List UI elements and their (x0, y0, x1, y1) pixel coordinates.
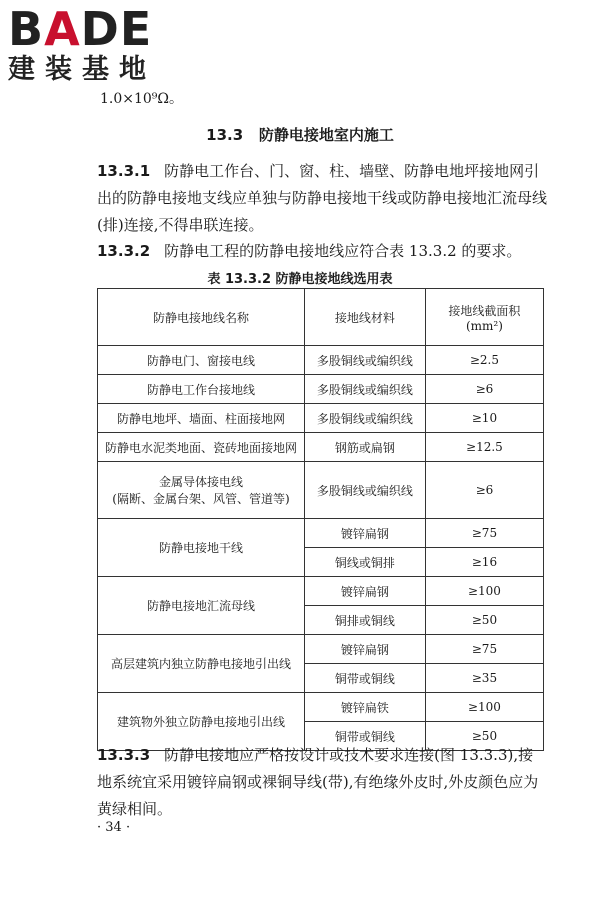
grounding-wire-table (97, 288, 544, 751)
cell-area: ≥100 (425, 693, 543, 722)
cell-area: ≥16 (425, 548, 543, 577)
cell-material: 镀锌扁钢 (304, 577, 425, 606)
watermark-logo (8, 4, 178, 86)
cell-material: 铜排或铜线 (304, 606, 425, 635)
table-row (98, 462, 544, 519)
table-row (98, 519, 544, 548)
cell-name: 防静电门、窗接电线 (98, 346, 305, 375)
table-caption: 表 13.3.2 防静电接地线选用表 (207, 272, 393, 287)
cell-area: ≥10 (425, 404, 543, 433)
cell-name: 金属导体接电线 (隔断、金属台架、风管、管道等) (98, 462, 305, 519)
header-name: 防静电接地线名称 (98, 289, 305, 346)
cell-material: 镀锌扁钢 (304, 519, 425, 548)
cell-name: 高层建筑内独立防静电接地引出线 (98, 635, 305, 693)
table-row (98, 693, 544, 722)
clause-13-3-2: 13.3.2 防静电工程的防静电接地线应符合表 13.3.2 的要求。 (97, 242, 522, 260)
cell-material: 多股铜线或编织线 (304, 404, 425, 433)
cell-area: ≥2.5 (425, 346, 543, 375)
logo-wordmark: BADE (8, 2, 153, 56)
cell-area: ≥75 (425, 519, 543, 548)
cell-material: 镀锌扁钢 (304, 635, 425, 664)
cell-material: 铜带或铜线 (304, 722, 425, 751)
table-header-row (98, 289, 544, 346)
cell-name: 防静电工作台接地线 (98, 375, 305, 404)
cell-material: 镀锌扁铁 (304, 693, 425, 722)
table-row (98, 346, 544, 375)
cell-area: ≥6 (425, 375, 543, 404)
cell-area: ≥50 (425, 722, 543, 751)
clause-13-3-1: 13.3.1 防静电工作台、门、窗、柱、墙壁、防静电地坪接地网引出的防静电接地支线应单独与防静电接地干线或防静电接地汇流母线(排)连接,不得串联连接。 (97, 162, 548, 234)
previous-page-continuation: 1.0×10⁹Ω。 (100, 91, 184, 107)
table-row (98, 433, 544, 462)
cell-material: 铜线或铜排 (304, 548, 425, 577)
cell-material: 多股铜线或编织线 (304, 346, 425, 375)
header-material: 接地线材料 (304, 289, 425, 346)
cell-material: 多股铜线或编织线 (304, 462, 425, 519)
cell-area: ≥6 (425, 462, 543, 519)
cell-area: ≥35 (425, 664, 543, 693)
section-heading: 13.3 防静电接地室内施工 (206, 126, 394, 144)
table-row (98, 375, 544, 404)
clause-13-3-3: 13.3.3 防静电接地应严格按设计或技术要求连接(图 13.3.3),接地系统宜采用镀锌扁钢或裸铜导线(带),有绝缘外皮时,外皮颜色应为黄绿相间。 (97, 746, 539, 818)
logo-subtitle: 建装基地 (8, 54, 156, 85)
cell-area: ≥12.5 (425, 433, 543, 462)
header-area: 接地线截面积 (mm²) (425, 289, 543, 346)
cell-area: ≥75 (425, 635, 543, 664)
page-number: · 34 · (97, 820, 131, 835)
table-row (98, 404, 544, 433)
cell-name: 防静电水泥类地面、瓷砖地面接地网 (98, 433, 305, 462)
table-row (98, 635, 544, 664)
cell-name: 防静电地坪、墙面、柱面接地网 (98, 404, 305, 433)
cell-name: 防静电接地干线 (98, 519, 305, 577)
cell-area: ≥50 (425, 606, 543, 635)
cell-material: 钢筋或扁钢 (304, 433, 425, 462)
cell-material: 铜带或铜线 (304, 664, 425, 693)
cell-area: ≥100 (425, 577, 543, 606)
table-row (98, 577, 544, 606)
cell-material: 多股铜线或编织线 (304, 375, 425, 404)
cell-name: 防静电接地汇流母线 (98, 577, 305, 635)
cell-name: 建筑物外独立防静电接地引出线 (98, 693, 305, 751)
